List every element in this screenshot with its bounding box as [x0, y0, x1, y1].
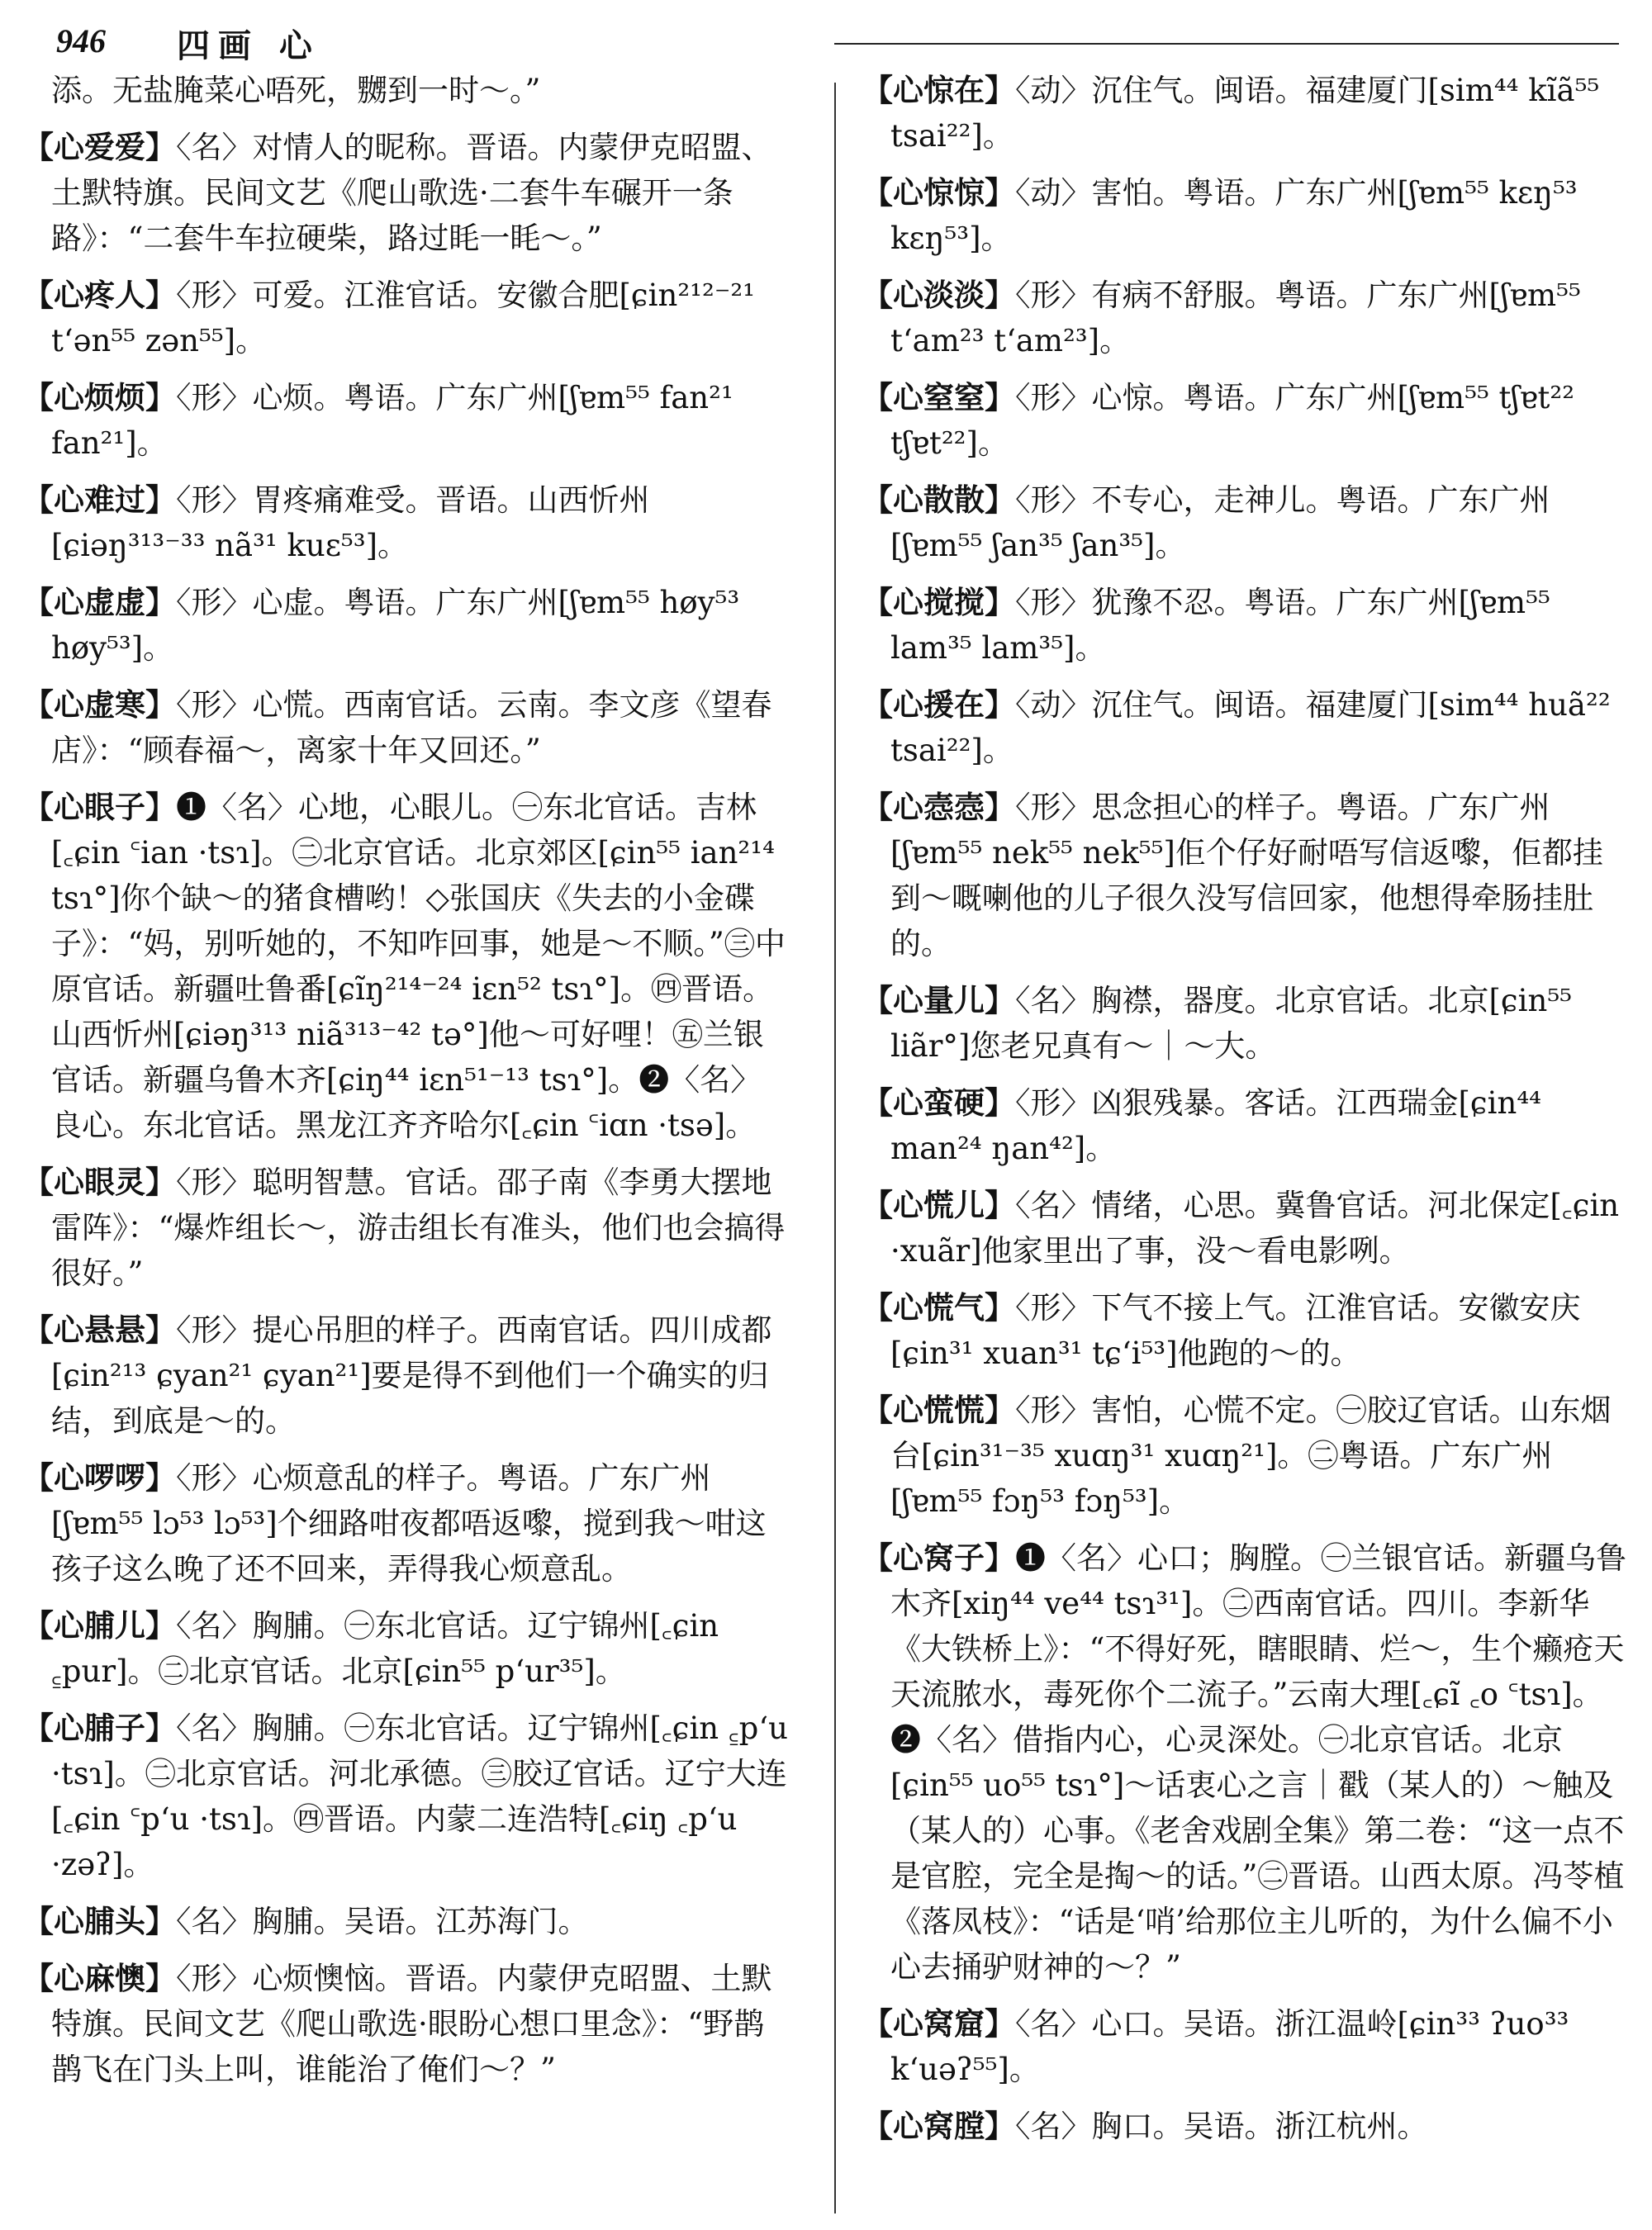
entry-headword: 【心搅搅】 — [862, 585, 1015, 620]
entry-definition: 〈形〉聪明智慧。官话。邵子南《李勇大摆地雷阵》：“爆炸组长～，游击组长有准头，他们也会搞得很好。” — [51, 1165, 786, 1291]
entry-definition: 〈形〉可爱。江淮官话。安徽合肥[ɕin²¹²⁻²¹ tʻən⁵⁵ zən⁵⁵]。 — [51, 278, 756, 358]
dictionary-entry — [862, 1183, 1631, 1274]
dictionary-entry — [23, 1706, 791, 1887]
entry-definition: 〈名〉胸脯。吴语。江苏海门。 — [176, 1904, 589, 1939]
entry-headword: 【心蛮硬】 — [862, 1085, 1015, 1121]
entry-headword: 【心窝窟】 — [862, 2006, 1015, 2042]
entry-definition: 〈名〉心口。吴语。浙江温岭[ɕin³³ ʔuo³³ kʻuəʔ⁵⁵]。 — [890, 2006, 1569, 2087]
dictionary-entry — [23, 1603, 791, 1694]
dictionary-entry — [23, 273, 791, 363]
dictionary-entry — [23, 1160, 791, 1296]
entry-headword: 【心慌儿】 — [862, 1188, 1015, 1223]
dictionary-entry — [862, 1285, 1631, 1376]
entry-definition: 〈名〉胸口。吴语。浙江杭州。 — [1015, 2109, 1428, 2144]
dictionary-entry — [23, 1307, 791, 1444]
entry-headword: 【心啰啰】 — [23, 1460, 176, 1496]
entry-headword: 【心虚寒】 — [23, 687, 176, 723]
entry-headword: 【心惊在】 — [862, 73, 1015, 108]
page-number: 946 — [56, 22, 106, 59]
entry-definition: 〈名〉对情人的昵称。晋语。内蒙伊克昭盟、土默特旗。民间文艺《爬山歌选·二套牛车碾开一条路》：“二套牛车拉硬柴，路过眊一眊～。” — [51, 130, 772, 256]
entry-headword: 【心脯子】 — [23, 1710, 176, 1746]
entry-definition: 〈名〉情绪，心思。冀鲁官话。河北保定[꜀ɕin ·xuãr]他家里出了事，没～看电影咧。 — [890, 1188, 1620, 1269]
dictionary-entry — [862, 978, 1631, 1069]
entry-definition: 〈名〉胸脯。㊀东北官话。辽宁锦州[꜀ɕin ꜁pur]。㊁北京官话。北京[ɕin⁵⁵ pʻur³⁵]。 — [51, 1608, 719, 1689]
dictionary-entry — [862, 580, 1631, 671]
entry-definition: 添。无盐腌菜心唔死，嬲到一时～。” — [51, 73, 541, 108]
entry-definition: 〈动〉沉住气。闽语。福建厦门[sim⁴⁴ huã²² tsai²²]。 — [890, 687, 1611, 768]
entry-headword: 【心窝子】 — [862, 1540, 1015, 1576]
entry-definition: 〈形〉不专心，走神儿。粤语。广东广州[ʃɐm⁵⁵ ʃan³⁵ ʃan³⁵]。 — [890, 482, 1550, 563]
entry-headword: 【心眼灵】 — [23, 1165, 176, 1200]
entry-definition: 〈动〉害怕。粤语。广东广州[ʃɐm⁵⁵ kɛŋ⁵³ kɛŋ⁵³]。 — [890, 175, 1578, 256]
dictionary-entry — [23, 375, 791, 466]
entry-definition: 〈形〉心烦。粤语。广东广州[ʃɐm⁵⁵ fan²¹ fan²¹]。 — [51, 380, 733, 461]
entry-headword: 【心慌慌】 — [862, 1393, 1015, 1428]
dictionary-entry — [23, 580, 791, 671]
dictionary-entry — [862, 1535, 1631, 1990]
dictionary-entry — [862, 170, 1631, 261]
dictionary-entry — [862, 273, 1631, 363]
entry-definition: 〈名〉胸脯。㊀东北官话。辽宁锦州[꜀ɕin ꜁pʻu ·tsɿ]。㊁北京官话。河北承德。㊂胶辽官话。辽宁大连[꜀ɕin ꜂pʻu ·tsɿ]。㊃晋语。内蒙二连浩特[꜀ɕiŋ ꜀pʻu ·zəʔ]。 — [51, 1710, 788, 1882]
entry-headword: 【心慌气】 — [862, 1290, 1015, 1326]
dictionary-entry — [862, 1080, 1631, 1171]
entry-headword: 【心窒窒】 — [862, 380, 1015, 415]
entry-headword: 【心疼人】 — [23, 278, 176, 313]
entry-headword: 【心悫悫】 — [862, 790, 1015, 825]
entry-headword: 【心淡淡】 — [862, 278, 1015, 313]
entry-headword: 【心爱爱】 — [23, 130, 176, 165]
entry-headword: 【心惊惊】 — [862, 175, 1015, 211]
entry-headword: 【心悬悬】 — [23, 1312, 176, 1348]
entry-definition: 〈形〉心慌。西南官话。云南。李文彦《望春店》：“顾春福～，离家十年又回还。” — [51, 687, 772, 768]
left-column — [23, 68, 791, 2104]
entry-definition: 〈形〉心烦懊恼。晋语。内蒙伊克昭盟、土默特旗。民间文艺《爬山歌选·眼盼心想口里念》：“野鹊鹊飞在门头上叫，谁能治了俺们～？” — [51, 1961, 772, 2087]
entry-definition: 〈形〉心烦意乱的样子。粤语。广东广州[ʃɐm⁵⁵ lɔ⁵³ lɔ⁵³]个细路咁夜都唔返嚟，搅到我～咁这孩子这么晚了还不回来，弄得我心烦意乱。 — [51, 1460, 767, 1587]
entry-definition: 〈形〉凶狠残暴。客话。江西瑞金[ɕin⁴⁴ man²⁴ ŋan⁴²]。 — [890, 1085, 1541, 1166]
dictionary-entry — [23, 125, 791, 261]
entry-headword: 【心散散】 — [862, 482, 1015, 518]
entry-definition: 〈形〉心虚。粤语。广东广州[ʃɐm⁵⁵ høy⁵³ høy⁵³]。 — [51, 585, 740, 666]
entry-headword: 【心脯头】 — [23, 1904, 176, 1939]
right-column — [862, 68, 1631, 2161]
header-rule — [834, 43, 1619, 45]
entry-headword: 【心难过】 — [23, 482, 176, 518]
column-divider — [834, 83, 836, 2213]
dictionary-entry — [23, 1455, 791, 1592]
entry-headword: 【心援在】 — [862, 687, 1015, 723]
entry-headword: 【心脯儿】 — [23, 1608, 176, 1644]
dictionary-entry — [862, 2001, 1631, 2092]
dictionary-entry — [862, 1388, 1631, 1524]
dictionary-entry — [862, 2104, 1631, 2149]
dictionary-entry — [862, 682, 1631, 773]
entry-definition: 〈形〉提心吊胆的样子。西南官话。四川成都[ɕin²¹³ ɕyan²¹ ɕyan²¹]要是得不到他们一个确实的归结，到底是～的。 — [51, 1312, 772, 1439]
entry-headword: 【心烦烦】 — [23, 380, 176, 415]
dictionary-entry — [23, 1899, 791, 1944]
entry-headword: 【心虚虚】 — [23, 585, 176, 620]
entry-definition: 〈形〉胃疼痛难受。晋语。山西忻州[ɕiəŋ³¹³⁻³³ nã³¹ kuɛ⁵³]。 — [51, 482, 650, 563]
entry-headword: 【心量儿】 — [862, 983, 1015, 1018]
entry-definition: 〈形〉害怕，心慌不定。㊀胶辽官话。山东烟台[ɕin³¹⁻³⁵ xuɑŋ³¹ xuɑŋ²¹]。㊁粤语。广东广州[ʃɐm⁵⁵ fɔŋ⁵³ fɔŋ⁵³]。 — [890, 1393, 1612, 1519]
dictionary-entry — [862, 68, 1631, 159]
running-head: 四画 心 — [177, 26, 320, 65]
dictionary-entry — [23, 682, 791, 773]
entry-headword: 【心窝膛】 — [862, 2109, 1015, 2144]
entry-definition: 〈名〉胸襟，器度。北京官话。北京[ɕin⁵⁵ liãr°]您老兄真有～｜～大。 — [890, 983, 1572, 1064]
entry-headword: 【心眼子】 — [23, 790, 176, 825]
entry-definition: 〈形〉心惊。粤语。广东广州[ʃɐm⁵⁵ tʃɐt²² tʃɐt²²]。 — [890, 380, 1575, 461]
dictionary-entry — [862, 375, 1631, 466]
dictionary-entry — [23, 477, 791, 568]
entry-headword: 【心麻懊】 — [23, 1961, 176, 1996]
entry-definition: 〈形〉犹豫不忍。粤语。广东广州[ʃɐm⁵⁵ lam³⁵ lam³⁵]。 — [890, 585, 1550, 666]
dictionary-entry — [862, 477, 1631, 568]
entry-definition: 〈形〉思念担心的样子。粤语。广东广州[ʃɐm⁵⁵ nek⁵⁵ nek⁵⁵]佢个仔好耐唔写信返嚟，佢都挂到～嘅喇他的儿子很久没写信回家，他想得牵肠挂肚的。 — [890, 790, 1603, 961]
entry-definition: ❶〈名〉心口；胸膛。㊀兰银官话。新疆乌鲁木齐[xiŋ⁴⁴ ve⁴⁴ tsɿ³¹]。㊁西南官话。四川。李新华《大铁桥上》：“不得好死，瞎眼睛、烂～，生个癞疮天天流脓水，毒死你个二流子。”云南大理[꜀ɕĩ ꜀o ꜂tsɿ]。❷〈名〉借指内心，心灵深处。㊀北京官话。北京[ɕin⁵⁵ uo⁵⁵ tsɿ°]～话衷心之言｜戳（某人的）～触及（某人的）心事。《老舍戏剧全集》第二卷：“这一点不是官腔，完全是掏～的话。”㊁晋语。山西太原。冯苓植《落凤枝》：“话是‘哨’给那位主儿听的，为什么偏不小心去捅驴财神的～？” — [890, 1540, 1626, 1985]
dictionary-entry — [23, 1956, 791, 2092]
page-header — [53, 18, 1639, 66]
entry-definition: 〈形〉有病不舒服。粤语。广东广州[ʃɐm⁵⁵ tʻam²³ tʻam²³]。 — [890, 278, 1581, 358]
entry-definition: 〈形〉下气不接上气。江淮官话。安徽安庆[ɕin³¹ xuan³¹ tɕʻi⁵³]他跑的～的。 — [890, 1290, 1581, 1371]
entry-definition: ❶〈名〉心地，心眼儿。㊀东北官话。吉林[꜀ɕin ꜂ian ·tsɿ]。㊁北京官话。北京郊区[ɕin⁵⁵ ian²¹⁴ tsɿ°]你个缺～的猪食槽哟！◇张国庆《失去的小金碟子》：“妈，别听她的，不知咋回事，她是～不顺。”㊂中原官话。新疆吐鲁番[ɕĩŋ²¹⁴⁻²⁴ iɛn⁵² tsɿ°]。㊃晋语。山西忻州[ɕiəŋ³¹³ niã³¹³⁻⁴² tə°]他～可好哩！㊄兰银官话。新疆乌鲁木齐[ɕiŋ⁴⁴ iɛn⁵¹⁻¹³ tsɿ°]。❷〈名〉良心。东北官话。黑龙江齐齐哈尔[꜀ɕin ꜂iɑn ·tsə]。 — [51, 790, 786, 1143]
dictionary-entry — [23, 68, 791, 113]
dictionary-entry — [23, 785, 791, 1148]
entry-definition: 〈动〉沉住气。闽语。福建厦门[sim⁴⁴ kĩã⁵⁵ tsai²²]。 — [890, 73, 1600, 154]
dictionary-entry — [862, 785, 1631, 966]
